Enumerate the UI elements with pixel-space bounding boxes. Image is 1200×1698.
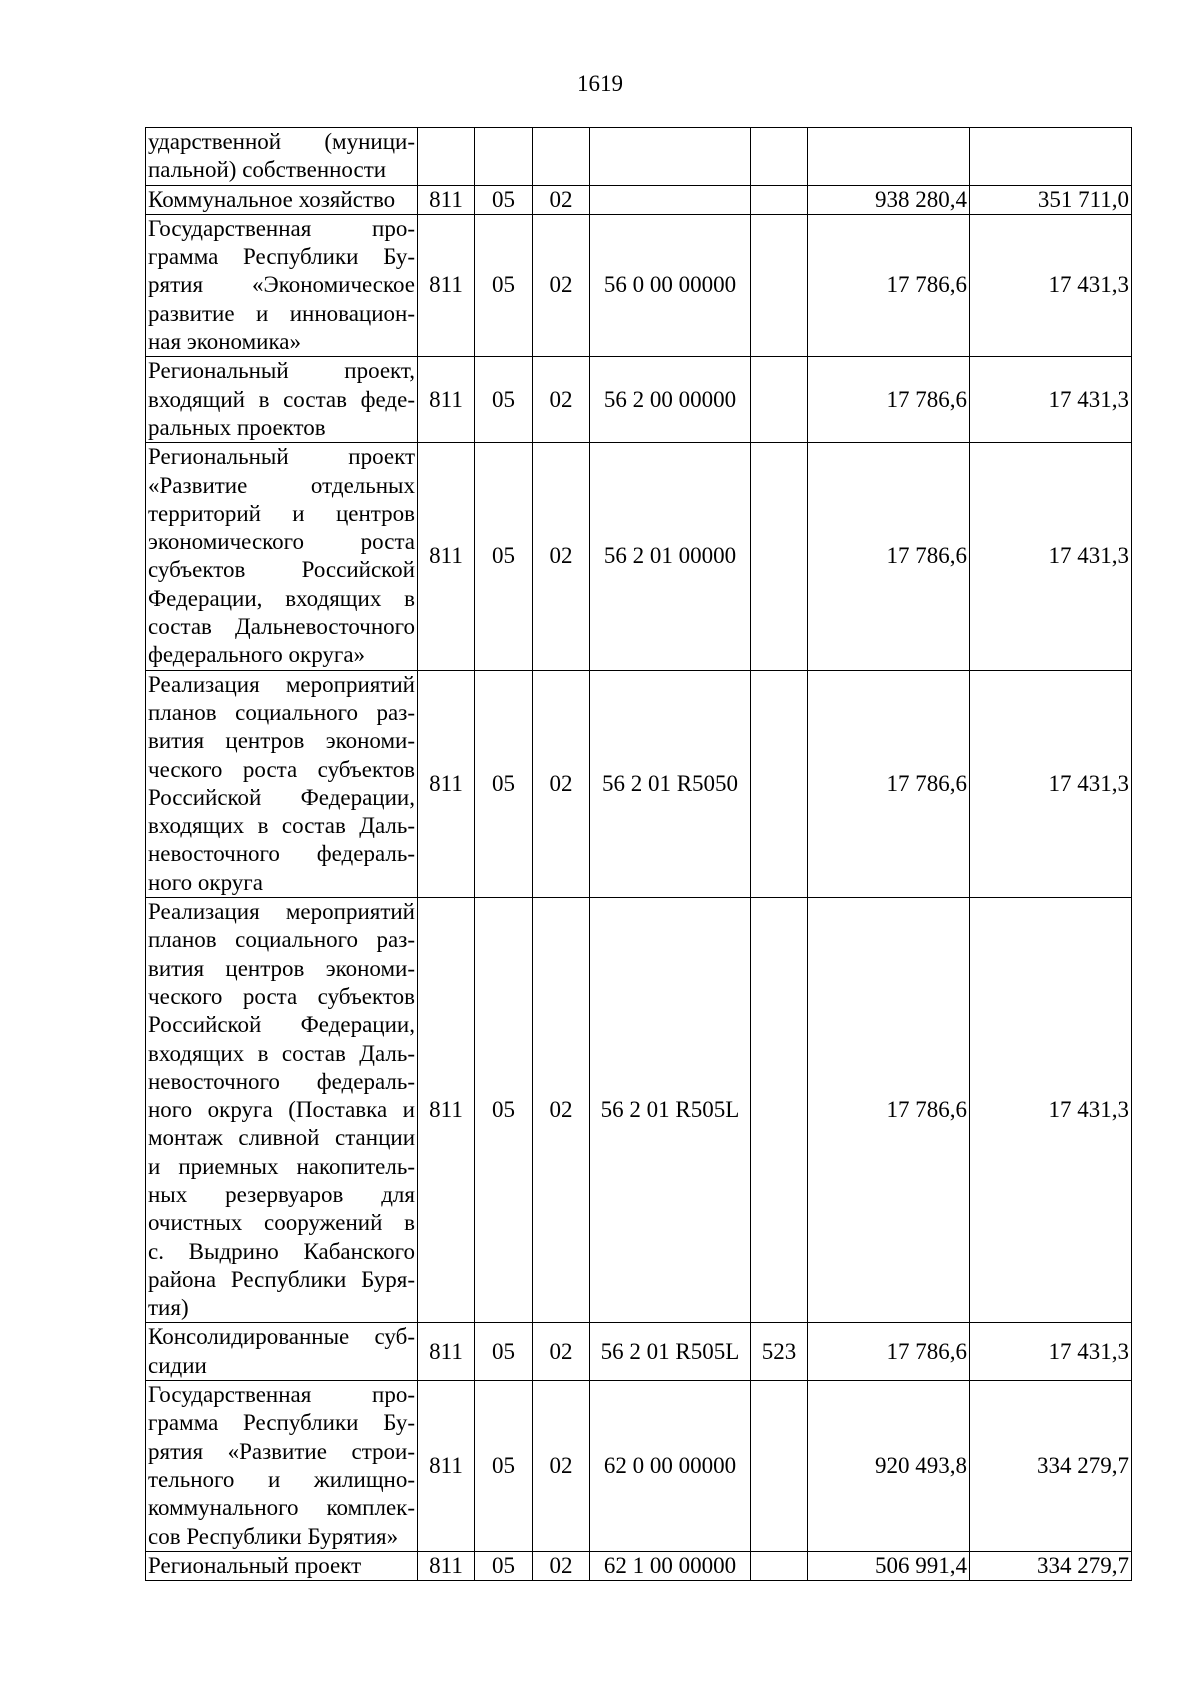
item-name-line: вития центров экономи- (148, 728, 415, 754)
target-article-cell: 56 2 01 R5050 (590, 670, 751, 897)
target-article-cell: 56 2 00 00000 (590, 357, 751, 443)
target-article-cell: 56 2 01 R505L (590, 898, 751, 1323)
table-row (146, 185, 1132, 214)
item-name-cell (146, 670, 418, 897)
amount-1-cell: 938 280,4 (808, 185, 970, 214)
subsection-code-cell: 02 (533, 1323, 590, 1381)
item-name-line: ного округа (Поставка и (148, 1097, 415, 1123)
item-name-line: рятия «Развитие строи- (148, 1438, 415, 1464)
section-code-cell: 05 (475, 185, 533, 214)
amount-1-cell: 17 786,6 (808, 670, 970, 897)
item-name-line: коммунального комплек- (148, 1495, 415, 1521)
item-name-line: субъектов Российской (148, 557, 415, 583)
amount-1-cell: 17 786,6 (808, 357, 970, 443)
amount-2-cell: 351 711,0 (970, 185, 1132, 214)
section-code-cell: 05 (475, 898, 533, 1323)
amount-1-cell: 506 991,4 (808, 1551, 970, 1580)
item-name-line: Реализация мероприятий (148, 899, 415, 925)
item-name-line: и приемных накопитель- (148, 1153, 415, 1179)
subsection-code-cell: 02 (533, 1551, 590, 1580)
item-name-line: ударственной (муници- (148, 129, 415, 154)
section-code-cell: 05 (475, 1381, 533, 1552)
item-name-line: территорий и центров (148, 500, 415, 526)
item-name-line: вития центров экономи- (148, 955, 415, 981)
item-name-line: Федерации, входящих в (148, 585, 415, 611)
ved-code-cell: 811 (418, 357, 475, 443)
amount-1-cell: 920 493,8 (808, 1381, 970, 1552)
subsection-code-cell: 02 (533, 443, 590, 670)
item-name-line: тельного и жилищно- (148, 1466, 415, 1492)
item-name-line: Региональный проект (148, 1552, 362, 1578)
ved-code-cell: 811 (418, 214, 475, 356)
item-name-line: развитие и инновацион- (148, 300, 415, 326)
item-name-line: Государственная про- (148, 1382, 415, 1408)
ved-code-cell: 811 (418, 898, 475, 1323)
table-row (146, 1323, 1132, 1381)
expense-type-cell (751, 214, 808, 356)
target-article-cell: 56 2 01 00000 (590, 443, 751, 670)
item-name-cell (146, 1381, 418, 1552)
subsection-code-cell (533, 128, 590, 186)
section-code-cell: 05 (475, 443, 533, 670)
amount-1-cell: 17 786,6 (808, 898, 970, 1323)
ved-code-cell: 811 (418, 185, 475, 214)
expense-type-cell (751, 898, 808, 1323)
amount-2-cell: 17 431,3 (970, 214, 1132, 356)
item-name-line: «Развитие отдельных (148, 472, 415, 498)
expense-type-cell (751, 1551, 808, 1580)
amount-2-cell: 17 431,3 (970, 1323, 1132, 1381)
item-name-line: района Республики Буря- (148, 1266, 415, 1292)
item-name-line: Российской Федерации, (148, 784, 415, 810)
amount-2-cell (970, 128, 1132, 186)
item-name-line: Российской Федерации, (148, 1012, 415, 1038)
section-code-cell (475, 128, 533, 186)
target-article-cell: 62 0 00 00000 (590, 1381, 751, 1552)
section-code-cell: 05 (475, 1551, 533, 1580)
expense-type-cell: 523 (751, 1323, 808, 1381)
table-row (146, 443, 1132, 670)
item-name-line: сов Республики Бурятия» (148, 1523, 399, 1549)
amount-2-cell: 17 431,3 (970, 357, 1132, 443)
expense-type-cell (751, 443, 808, 670)
item-name-line: входящий в состав феде- (148, 386, 415, 412)
target-article-cell: 56 0 00 00000 (590, 214, 751, 356)
subsection-code-cell: 02 (533, 670, 590, 897)
item-name-cell (146, 443, 418, 670)
item-name-line: ных резервуаров для (148, 1181, 415, 1207)
item-name-line: невосточного федераль- (148, 1068, 415, 1094)
item-name-line: грамма Республики Бу- (148, 1410, 415, 1436)
table-row (146, 1551, 1132, 1580)
subsection-code-cell: 02 (533, 185, 590, 214)
item-name-line: экономического роста (148, 529, 415, 555)
amount-2-cell: 334 279,7 (970, 1551, 1132, 1580)
item-name-cell (146, 185, 418, 214)
target-article-cell (590, 128, 751, 186)
ved-code-cell: 811 (418, 1551, 475, 1580)
item-name-line: ческого роста субъектов (148, 983, 415, 1009)
amount-2-cell: 17 431,3 (970, 670, 1132, 897)
item-name-line: с. Выдрино Кабанского (148, 1238, 415, 1264)
expense-type-cell (751, 185, 808, 214)
item-name-line: грамма Республики Бу- (148, 244, 415, 270)
table-row (146, 214, 1132, 356)
expense-type-cell (751, 357, 808, 443)
item-name-line: Государственная про- (148, 215, 415, 241)
subsection-code-cell: 02 (533, 898, 590, 1323)
section-code-cell: 05 (475, 670, 533, 897)
table-body (146, 128, 1132, 1581)
item-name-line: невосточного федераль- (148, 841, 415, 867)
table-row (146, 357, 1132, 443)
table-row (146, 1381, 1132, 1552)
item-name-cell (146, 128, 418, 186)
page-number: 1619 (577, 71, 623, 96)
expense-type-cell (751, 670, 808, 897)
subsection-code-cell: 02 (533, 214, 590, 356)
item-name-line: планов социального раз- (148, 927, 415, 953)
table-row (146, 670, 1132, 897)
ved-code-cell: 811 (418, 443, 475, 670)
target-article-cell: 62 1 00 00000 (590, 1551, 751, 1580)
item-name-line: ного округа (148, 869, 263, 895)
item-name-line: Региональный проект, (148, 358, 415, 384)
item-name-line: ная экономика» (148, 329, 301, 355)
item-name-line: Коммунальное хозяйство (148, 186, 396, 212)
item-name-line: ческого роста субъектов (148, 756, 415, 782)
target-article-cell (590, 185, 751, 214)
item-name-line: сидии (148, 1352, 207, 1378)
amount-1-cell (808, 128, 970, 186)
item-name-line: рятия «Экономическое (148, 272, 415, 298)
item-name-cell (146, 1323, 418, 1381)
budget-table (145, 127, 1132, 1581)
table-row (146, 898, 1132, 1323)
item-name-line: монтаж сливной станции (148, 1125, 415, 1151)
item-name-line: Консолидированные суб- (148, 1324, 415, 1350)
section-code-cell: 05 (475, 357, 533, 443)
amount-1-cell: 17 786,6 (808, 214, 970, 356)
item-name-line: федерального округа» (148, 642, 366, 668)
amount-2-cell: 17 431,3 (970, 898, 1132, 1323)
ved-code-cell: 811 (418, 670, 475, 897)
item-name-line: входящих в состав Даль- (148, 813, 415, 839)
amount-1-cell: 17 786,6 (808, 1323, 970, 1381)
item-name-cell (146, 1551, 418, 1580)
expense-type-cell (751, 128, 808, 186)
item-name-line: Региональный проект (148, 444, 415, 470)
item-name-line: состав Дальневосточного (148, 614, 415, 640)
expense-type-cell (751, 1381, 808, 1552)
item-name-cell (146, 357, 418, 443)
ved-code-cell: 811 (418, 1323, 475, 1381)
section-code-cell: 05 (475, 214, 533, 356)
item-name-cell (146, 214, 418, 356)
amount-1-cell: 17 786,6 (808, 443, 970, 670)
item-name-line: планов социального раз- (148, 699, 415, 725)
ved-code-cell: 811 (418, 1381, 475, 1552)
item-name-line: тия) (148, 1295, 189, 1321)
subsection-code-cell: 02 (533, 1381, 590, 1552)
amount-2-cell: 334 279,7 (970, 1381, 1132, 1552)
target-article-cell: 56 2 01 R505L (590, 1323, 751, 1381)
item-name-line: ральных проектов (148, 414, 326, 440)
amount-2-cell: 17 431,3 (970, 443, 1132, 670)
item-name-cell (146, 898, 418, 1323)
ved-code-cell (418, 128, 475, 186)
section-code-cell: 05 (475, 1323, 533, 1381)
item-name-line: пальной) собственности (148, 157, 387, 183)
table-row (146, 128, 1132, 186)
item-name-line: входящих в состав Даль- (148, 1040, 415, 1066)
subsection-code-cell: 02 (533, 357, 590, 443)
item-name-line: Реализация мероприятий (148, 671, 415, 697)
item-name-line: очистных сооружений в (148, 1210, 415, 1236)
